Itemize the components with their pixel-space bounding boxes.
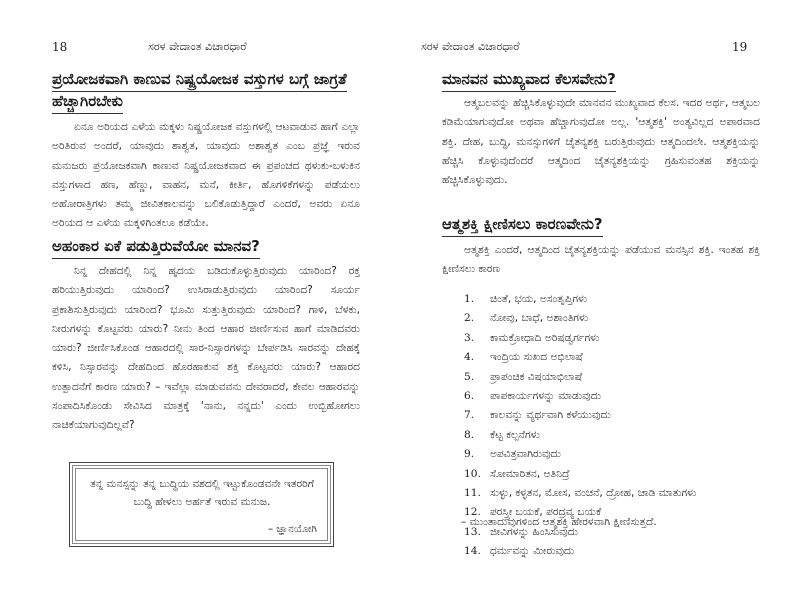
item-text: ಚಿಂತೆ, ಭಯ, ಅಸಂತೃಪ್ತಿಗಳು	[490, 293, 588, 305]
list-item	[464, 542, 696, 561]
item-number: 9.	[464, 448, 475, 461]
list-item	[464, 348, 696, 367]
item-number: 8.	[464, 428, 475, 441]
page-number: 18	[52, 40, 68, 54]
running-head: ಸರಳ ವೇದಾಂತ ವಿಚಾರಧಾರೆ	[421, 40, 520, 53]
page-number: 19	[732, 40, 748, 54]
quote-text: ತನ್ನ ಮನಸ್ಸನ್ನು ತನ್ನ ಬುದ್ಧಿಯ ವಶದಲ್ಲಿ ಇಟ್ಟುಕೊಂಡವನೇ ಇತರರಿಗೆ ಬುದ್ಧಿ ಹೇಳಲು ಅರ್ಹತೆ ಇರುವ ಮನುಜ.	[90, 478, 314, 508]
item-number: 4.	[464, 351, 475, 364]
item-number: 6.	[464, 389, 475, 402]
item-number: 12.	[464, 506, 481, 519]
item-number: 11.	[464, 486, 481, 499]
list-item	[464, 387, 696, 406]
body-paragraph: ಏನೂ ಅರಿಯದ ಎಳೆಯ ಮಕ್ಕಳು ನಿಷ್ಪ್ರಯೋಜಕ ವಸ್ತುಗಳಲ್ಲಿ ಆಟವಾಡುವ ಹಾಗೆ ಎಲ್ಲಾ ಅರಿತಿರುವ ಅಂದರೆ, ಯಾವುದು ಶಾಶ್ವತ, ಯಾವುದು ಅಶಾಶ್ವತ ಎಂಬ ಪ್ರಜ್ಞೆ ಇರುವ ಮನುಜರು ಪ್ರಯೋಜಕವಾಗಿ ಕಾಣುವ ನಿಷ್ಪ್ರಯೋಜಕವಾದ ಈ ಪ್ರಪಂಚದ ಥಳುಕು-ಬಳುಕಿನ ವಸ್ತುಗಳಾದ ಹಣ, ಹೆಣ್ಣು, ವಾಹನ, ಮನೆ, ಕೀರ್ತಿ, ಹೊಗಳಿಕೆಗಳನ್ನು ಪಡೆಯಲು ಅಹೋರಾತ್ರಿಗಳು ತಮ್ಮ ಜೀವಿತಕಾಲವನ್ನು ಬಲಿಕೊಡುತ್ತಿದ್ದಾರೆ ಎಂದರೆ, ಅವರು ಏನೂ ಅರಿಯದ ಆ ಎಳೆಯ ಮಕ್ಕಳಿಗಿಂತಲೂ ಕಡೆಯೇ.	[52, 121, 360, 230]
list-item	[464, 309, 696, 328]
item-number: 1.	[464, 293, 475, 305]
section-heading: ಆತ್ಮಶಕ್ತಿ ಕ್ಷೀಣಿಸಲು ಕಾರಣವೇನು?	[442, 213, 603, 237]
item-number: 3.	[464, 331, 475, 344]
list-item	[464, 484, 696, 503]
item-text: ಧರ್ಮವನ್ನು ಮೀರುವುದು	[490, 545, 575, 558]
item-text: ಪಾಪಕಾರ್ಯಗಳನ್ನು ಮಾಡುವುದು	[490, 389, 601, 402]
item-text: ಸೋಮಾರಿತನ, ಅತಿನಿದ್ರೆ	[490, 467, 570, 480]
body-paragraph: ಆತ್ಮಬಲವನ್ನು ಹೆಚ್ಚಿಸಿಕೊಳ್ಳುವುದೇ ಮಾನವನ ಮುಖ್ಯವಾದ ಕೆಲಸ. ಇದರ ಅರ್ಥ, ಆತ್ಮಬಲ ಕಡಿಮೆಯಾಗುವುದೋ ಅಥವಾ ಹೆಚ್ಚಾಗುವುದೋ ಅಲ್ಲ. 'ಆತ್ಮಶಕ್ತಿ' ಅಂತ್ಯವಿಲ್ಲದ ಅಪಾರವಾದ ಶಕ್ತಿ. ದೇಹ, ಬುದ್ಧಿ, ಮನಸ್ಸುಗಳಿಗೆ ಚೈತನ್ಯಶಕ್ತಿ ಬರುತ್ತಿರುವುದು ಆತ್ಮದಿಂದಲೇ. ಆತ್ಮಶಕ್ತಿಯನ್ನು ಹೆಚ್ಚಿಸಿ ಕೊಳ್ಳುವುದೆಂದರೆ ಆತ್ಮದಿಂದ ಚೈತನ್ಯಶಕ್ತಿಯನ್ನು ಗ್ರಹಿಸುವಂತಹ ಶಕ್ತಿಯನ್ನು ಹೆಚ್ಚಿಸಿಕೊಳ್ಳುವುದು.	[442, 97, 760, 187]
item-number: 2.	[464, 312, 475, 325]
list-item	[464, 329, 696, 348]
quote-box	[69, 462, 334, 547]
list-item	[464, 445, 696, 464]
left-page	[0, 0, 380, 600]
section-heading: ಮಾನವನ ಮುಖ್ಯವಾದ ಕೆಲಸವೇನು?	[442, 68, 616, 92]
running-head: ಸರಳ ವೇದಾಂತ ವಿಚಾರಧಾರೆ	[148, 40, 247, 53]
item-text: ಅಪವಿತ್ರವಾಗಿರುವುದು	[490, 448, 561, 461]
item-number: 7.	[464, 409, 475, 422]
section-heading: ಅಹಂಕಾರ ಏಕೆ ಪಡುತ್ತಿರುವೆಯೋ ಮಾನವ?	[52, 235, 260, 259]
item-number: 13.	[464, 525, 481, 538]
list-item	[464, 426, 696, 445]
section-heading: ಪ್ರಯೋಜಕವಾಗಿ ಕಾಣುವ ನಿಷ್ಪ್ರಯೋಜಕ ವಸ್ತುಗಳ ಬಗ್ಗೆ ಜಾಗ್ರತೆ	[52, 68, 347, 92]
item-text: ಕೆಟ್ಟ ಕಲ್ಪನೆಗಳು	[490, 428, 540, 441]
closing-line: – ಮುಂತಾದುವುಗಳಿಂದ ಆತ್ಮಶಕ್ತಿ ಹೇರಳವಾಗಿ ಕ್ಷೀಣಿಸುತ್ತದೆ.	[461, 516, 657, 528]
item-text: ನೋವು, ಬಾಧೆ, ಅಶಾಂತಿಗಳು	[490, 312, 589, 325]
item-text: ಸುಳ್ಳು, ಕಳ್ಳತನ, ಮೋಸ, ವಂಚನೆ, ದ್ರೋಹ, ಚಾಡಿ ಮಾತುಗಳು	[490, 486, 697, 499]
body-paragraph: ನಿನ್ನ ದೇಹದಲ್ಲಿ ನಿನ್ನ ಹೃದಯ ಬಡಿದುಕೊಳ್ಳುತ್ತಿರುವುದು ಯಾರಿಂದ? ರಕ್ತ ಹರಿಯುತ್ತಿರುವುದು ಯಾರಿಂದ? ಉಸಿರಾಡುತ್ತಿರುವುದು ಯಾರಿಂದ? ಸೂರ್ಯ ಪ್ರಕಾಶಿಸುತ್ತಿರುವುದು ಯಾರಿಂದ? ಭೂಮಿ ಸುತ್ತುತ್ತಿರುವುದು ಯಾರಿಂದ? ಗಾಳಿ, ಬೆಳಕು, ನೀರುಗಳನ್ನು ಕೊಟ್ಟವರು ಯಾರು? ನೀನು ತಿಂದ ಆಹಾರ ಜೀರ್ಣಿಸುವ ಹಾಗೆ ಮಾಡಿದವರು ಯಾರು? ಜೀರ್ಣಿಸಿಕೊಂಡ ಆಹಾರದಲ್ಲಿ ಸಾರ-ನಿಸ್ಸಾರಗಳನ್ನು ಬೇರ್ಪಡಿಸಿ ಸಾರವನ್ನು ದೇಹಕ್ಕೆ ಕಳಿಸಿ, ನಿಸ್ಸಾರವನ್ನು ದೇಹದಿಂದ ಹೊರಹಾಕುವ ಶಕ್ತಿ ಕೊಟ್ಟವರು ಯಾರು? ಆಹಾರದ ಉತ್ಪಾದನೆಗೆ ಕಾರಣ ಯಾರು? – ಇವೆಲ್ಲಾ ಮಾಡುವವನು ದೇವರಾದರೆ, ಕೇವಲ ಆಹಾರವನ್ನು ಸಂಪಾದಿಸಿಕೊಂಡು ಸೇವಿಸಿದ ಮಾತ್ರಕ್ಕೆ 'ನಾನು, ನನ್ನದು' ಎಂದು ಉಬ್ಬಿಹೋಗಲು ನಾಚಿಕೆಯಾಗುವುದಿಲ್ಲವೆ?	[52, 265, 360, 432]
right-page	[409, 0, 789, 600]
list-item	[464, 290, 696, 309]
list-item	[464, 465, 696, 484]
item-text: ಇಂದ್ರಿಯ ಸುಖದ ಅಭಿಲಾಷೆ	[490, 351, 583, 364]
item-number: 14.	[464, 545, 481, 558]
item-text: ಪರಸ್ತ್ರೀ ಬಯಕೆ, ಪರದ್ರವ್ಯ ಬಯಕೆ	[490, 506, 602, 519]
item-text: ಜೀವಿಗಳನ್ನು ಹಿಂಸಿಸುವುದು	[490, 525, 578, 538]
list-item	[464, 406, 696, 425]
item-number: 10.	[464, 467, 481, 480]
item-text: ಕಾಮಕ್ರೋಧಾದಿ ಅರಿಷಡ್ವರ್ಗಗಳು	[490, 331, 600, 344]
list-item	[464, 368, 696, 387]
section-heading-continued: ಹೆಚ್ಚಾಗಿರಬೇಕು	[52, 90, 123, 114]
item-text: ಕಾಲವನ್ನು ವ್ಯರ್ಥವಾಗಿ ಕಳೆಯುವುದು	[490, 409, 611, 422]
body-paragraph: ಆತ್ಮಶಕ್ತಿ ಎಂದರೆ, ಆತ್ಮದಿಂದ ಚೈತನ್ಯಶಕ್ತಿಯನ್ನು ಪಡೆಯುವ ಮನಸ್ಸಿನ ಶಕ್ತಿ. ಇಂತಹ ಶಕ್ತಿ ಕ್ಷೀಣಿಸಲು ಕಾರಣ	[442, 244, 760, 276]
item-text: ಪ್ರಾಪಂಚಿಕ ವಿಷಯಾಭಿಲಾಷೆ	[490, 370, 583, 383]
item-number: 5.	[464, 370, 475, 383]
quote-attribution: – ಜ್ಞಾನಯೋಗಿ	[267, 524, 317, 535]
